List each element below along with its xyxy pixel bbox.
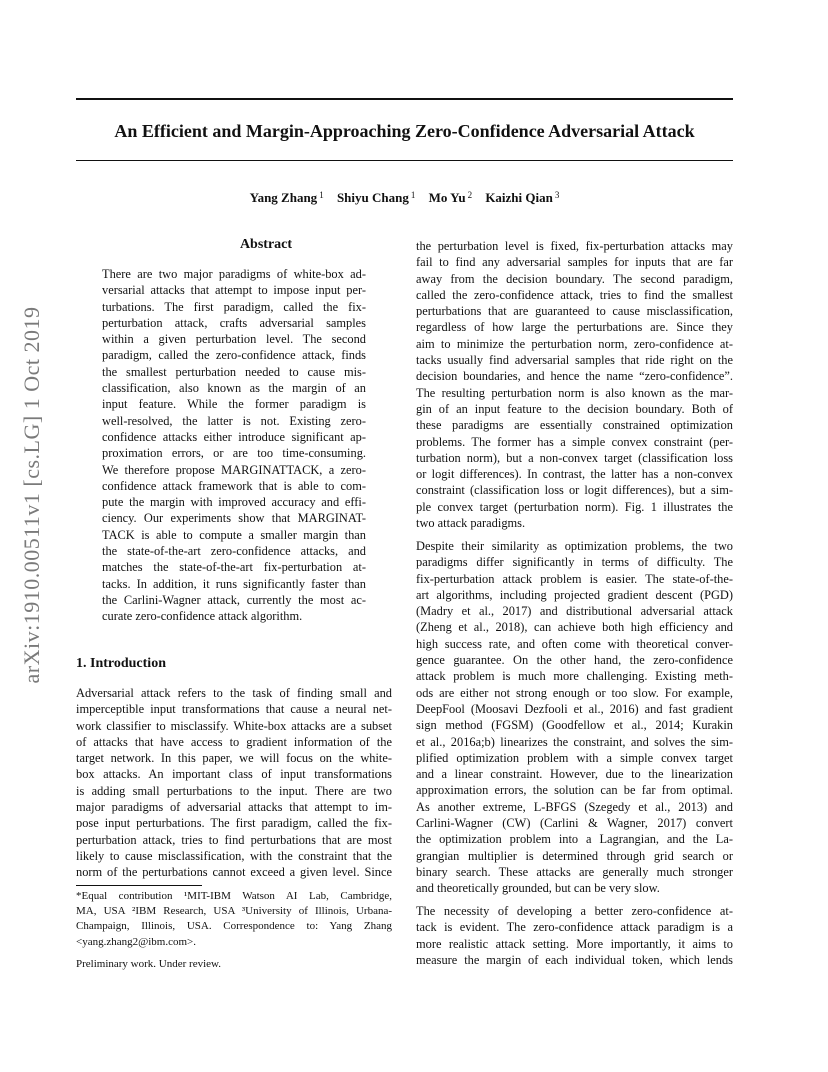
text-line: of attacks that have access to gradient information of the: [76, 734, 392, 749]
author-list: [76, 190, 733, 206]
text-line: ods are either not strong enough or too slow. For example,: [416, 685, 733, 700]
text-line: pute the margin with improved accuracy and effi-: [102, 495, 366, 510]
text-line: TACK is able to compute a smaller margin than: [102, 527, 366, 542]
text-line: gence guarantee. On the other hand, the zero-confidence: [416, 653, 733, 668]
text-line: the Carlini-Wagner attack, currently the most ac-: [102, 592, 366, 607]
text-line: gin of an input feature to the decision boundary. Both of: [416, 401, 733, 416]
text-line: the optimization problem into a Lagrangian, and the La-: [416, 832, 733, 847]
author: Kaizhi Qian $^3$: [485, 190, 560, 205]
text-line: The resulting perturbation norm is also known as the mar-: [416, 385, 733, 400]
text-line: and theoretically grounded, but can be very slow.: [416, 881, 660, 896]
text-line: well-resolved, the latter is not. Existing zero-: [102, 413, 366, 428]
text-line: paradigm, called the zero-confidence attack, finds: [102, 348, 366, 363]
text-line: norm of the perturbations cannot exceed a given level. Since: [76, 865, 392, 880]
text-line: aim to minimize the perturbation norm, zero-confidence at-: [416, 336, 733, 351]
text-line: There are two major paradigms of white-box ad-: [102, 267, 366, 281]
text-line: ciency. Our experiments show that MARGINAT-: [102, 511, 366, 526]
text-line: called the zero-confidence attack, tries to find the smallest: [416, 287, 733, 302]
text-line: work classifier to misclassify. White-box attacks are a subset: [76, 718, 392, 733]
footnote-rule: [76, 885, 202, 886]
right-paragraph-2: [416, 538, 733, 897]
text-line: box attacks. An important class of input transformations: [76, 767, 392, 782]
paper-title: An Efficient and Margin-Approaching Zero-Confidence Adversarial Attack: [114, 121, 695, 141]
text-line: the smallest perturbation needed to cause mis-: [102, 364, 366, 379]
text-line: <yang.zhang2@ibm.com>.: [76, 935, 196, 948]
text-line: pose input perturbations. The first paradigm, called the fix-: [76, 816, 392, 831]
text-line: away from the decision boundary. The second paradigm,: [416, 271, 733, 286]
text-line: curate zero-confidence attack algorithm.: [102, 609, 303, 624]
text-line: turbations. The first paradigm, called the fix-: [102, 299, 366, 314]
text-line: turbation norm), but a non-convex target (classification loss: [416, 450, 733, 465]
text-line: Adversarial attack refers to the task of finding small and: [76, 686, 392, 700]
text-line: problems. The former has a simple convex constraint (per-: [416, 434, 733, 449]
abstract-heading: Abstract: [239, 237, 293, 252]
text-line: two attack paradigms.: [416, 516, 526, 531]
right-paragraph-1: [416, 238, 733, 531]
text-line: approximation errors, the solution can be far from optimal.: [416, 783, 733, 798]
text-line: We therefore propose MARGINATTACK, a zero-: [102, 462, 366, 477]
author: Shiyu Chang $^1$: [336, 190, 416, 205]
text-line: the state-of-the-art zero-confidence attacks, and: [102, 544, 366, 559]
text-line: fix-perturbation attack problem is easier. The state-of-the-: [416, 571, 733, 586]
text-line: et al., 2016a;b) linearizes the constraint, and solves the sim-: [416, 734, 733, 749]
text-line: binary search. These attacks are generally much stronger: [416, 864, 733, 879]
text-line: confidence attack framework that is able to com-: [102, 478, 366, 493]
text-line: decision boundaries, and hence the name “zero-confidence”.: [416, 369, 733, 384]
text-line: or logit differences). In contrast, the latter has a non-convex: [416, 467, 733, 482]
text-line: matches the state-of-the-art fix-perturbation at-: [102, 560, 366, 575]
text-line: likely to cause misclassification, with the constraint that the: [76, 848, 392, 863]
text-line: classification, also known as the margin of an: [102, 381, 366, 396]
text-line: tacks usually find adversarial samples that ride right on the: [416, 353, 733, 368]
text-line: perturbation attack, tries to find perturbations that are most: [76, 832, 392, 847]
top-rule: [76, 98, 733, 100]
text-line: perturbation attack, crafts adversarial samples: [102, 315, 366, 330]
text-line: perturbations that are guaranteed to cause misclassification,: [416, 304, 733, 319]
text-line: DeepFool (Moosavi Dezfooli et al., 2016) and fast gradient: [416, 701, 733, 716]
text-line: Carlini-Wagner (CW) (Carlini & Wagner, 2017) convert: [416, 816, 733, 831]
footnote: [76, 889, 392, 950]
text-line: Champaign, Illinois, USA. Correspondence to: Yang Zhang: [76, 920, 392, 933]
text-line: (Madry et al., 2017) and distributional adversarial attack: [416, 604, 733, 619]
text-line: tack is evident. The zero-confidence attack paradigm is a: [416, 920, 733, 935]
text-line: measure the margin of each individual token, which lends: [416, 952, 733, 967]
text-line: these paradigms are essentially constrained optimization: [416, 418, 733, 433]
text-line: imperceptible input transformations that cause a neural net-: [76, 702, 392, 717]
text-line: constraint (classification loss or logit differences), but a sim-: [416, 483, 733, 498]
text-line: target network. In this paper, we will focus on the white-: [76, 751, 392, 766]
text-line: confidence attacks either introduce significant ap-: [102, 429, 366, 444]
text-line: MA, USA ²IBM Research, USA ³University of Illinois, Urbana-: [76, 905, 392, 918]
text-line: proximation errors, or are too time-consuming.: [102, 446, 366, 461]
text-line: the perturbation level is fixed, fix-perturbation attacks may: [416, 239, 733, 253]
text-line: *Equal contribution ¹MIT-IBM Watson AI Lab, Cambridge,: [76, 890, 392, 902]
title-rule: [76, 160, 733, 161]
text-line: high success rate, and often come with theoretical conver-: [416, 636, 733, 651]
text-line: is adding small perturbations to the input. There are two: [76, 783, 392, 798]
text-line: within a given perturbation level. The second: [102, 332, 366, 347]
author: Yang Zhang $^1$: [249, 190, 324, 205]
text-line: versarial attacks that attempt to impose input per-: [102, 283, 366, 298]
text-line: major paradigms of adversarial attacks that attempt to im-: [76, 800, 392, 815]
introduction-heading: 1. Introduction: [76, 656, 166, 671]
author: Mo Yu $^2$: [428, 190, 473, 205]
text-line: more realistic attack setting. More importantly, it aims to: [416, 936, 733, 951]
text-line: paradigms differ significantly in terms of difficulty. The: [416, 555, 733, 570]
abstract-body: [102, 266, 366, 625]
text-line: As another extreme, L-BFGS (Szegedy et al., 2013) and: [416, 799, 733, 814]
text-line: sign method (FGSM) (Goodfellow et al., 2014; Kurakin: [416, 718, 733, 733]
text-line: input feature. While the former paradigm is: [102, 397, 366, 412]
text-line: The necessity of developing a better zero-confidence at-: [416, 904, 733, 918]
preliminary-note: Preliminary work. Under review.: [76, 958, 221, 970]
text-line: plified optimization problem with a simple convex target: [416, 750, 733, 765]
introduction-body: [76, 685, 392, 881]
text-line: art algorithms, including projected gradient descent (PGD): [416, 587, 733, 602]
right-paragraph-3: [416, 903, 733, 968]
text-line: fail to find any adversarial samples for inputs that are far: [416, 255, 733, 270]
text-line: (Zheng et al., 2018), can achieve both high efficiency and: [416, 620, 733, 635]
text-line: ple convex target (perturbation norm). Fig. 1 illustrates the: [416, 499, 733, 514]
text-line: and a linear constraint. However, due to the linearization: [416, 767, 733, 782]
text-line: attack problem is much more challenging. Existing meth-: [416, 669, 733, 684]
text-line: tacks. In addition, it runs significantly faster than: [102, 576, 366, 591]
text-line: Despite their similarity as optimization problems, the two: [416, 539, 733, 553]
text-line: regardless of how large the perturbations are. Since they: [416, 320, 733, 335]
text-line: grangian multiplier is determined through grid search or: [416, 848, 733, 863]
